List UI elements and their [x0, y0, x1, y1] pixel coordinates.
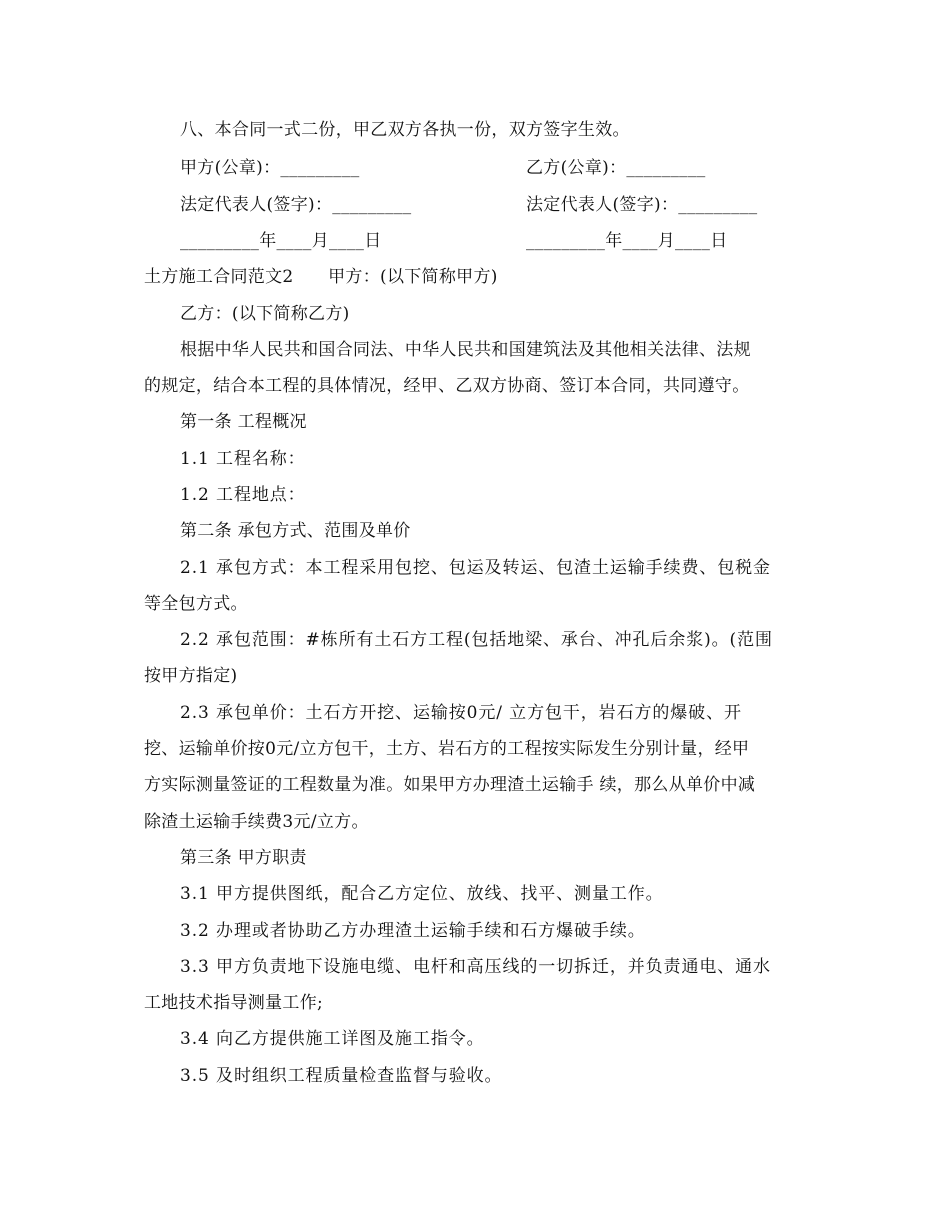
party-b-seal-field: 乙方(公章)：_________ — [526, 158, 706, 178]
article-heading: 第一条 工程概况 — [180, 412, 307, 432]
party-b-representative-field: 法定代表人(签字)：_________ — [526, 195, 758, 215]
article-heading: 第二条 承包方式、范围及单价 — [180, 521, 411, 541]
clause-continuation: 按甲方指定) — [144, 666, 238, 686]
clause-eight: 八、本合同一式二份，甲乙双方各执一份，双方签字生效。 — [180, 120, 630, 140]
contract-title-line: 土方施工合同范文2 甲方：(以下简称甲方) — [144, 267, 498, 287]
clause-item: 3.1 甲方提供图纸，配合乙方定位、放线、找平、测量工作。 — [180, 884, 664, 904]
party-a-representative-field: 法定代表人(签字)：_________ — [180, 195, 412, 215]
clause-item: 3.5 及时组织工程质量检查监督与验收。 — [180, 1066, 503, 1086]
party-a-date-field: _________年____月____日 — [180, 231, 382, 251]
clause-item: 2.3 承包单价：土石方开挖、运输按0元/ 立方包干，岩石方的爆破、开 — [180, 703, 742, 723]
preamble-line: 的规定，结合本工程的具体情况，经甲、乙双方协商、签订本合同，共同遵守。 — [144, 376, 750, 396]
party-a-seal-field: 甲方(公章)：_________ — [180, 158, 360, 178]
clause-item: 3.2 办理或者协助乙方办理渣土运输手续和石方爆破手续。 — [180, 921, 646, 941]
clause-item: 1.2 工程地点： — [180, 485, 306, 505]
clause-item: 2.2 承包范围：#栋所有土石方工程(包括地梁、承台、冲孔后余浆)。(范围 — [180, 630, 773, 650]
party-b-line: 乙方：(以下简称乙方) — [180, 304, 350, 324]
clause-continuation: 等全包方式。 — [144, 594, 248, 614]
clause-continuation: 除渣土运输手续费3元/立方。 — [144, 812, 369, 832]
clause-item: 2.1 承包方式：本工程采用包挖、包运及转运、包渣土运输手续费、包税金 — [180, 558, 771, 578]
preamble-line: 根据中华人民共和国合同法、中华人民共和国建筑法及其他相关法律、法规 — [180, 340, 751, 360]
clause-continuation: 挖、运输单价按0元/立方包干，土方、岩石方的工程按实际发生分别计量，经甲 — [144, 739, 750, 759]
clause-item: 3.3 甲方负责地下设施电缆、电杆和高压线的一切拆迁，并负责通电、通水 — [180, 957, 771, 977]
article-heading: 第三条 甲方职责 — [180, 848, 307, 868]
clause-continuation: 方实际测量签证的工程数量为准。如果甲方办理渣土运输手 续，那么从单价中减 — [144, 775, 756, 795]
clause-item: 1.1 工程名称： — [180, 449, 306, 469]
party-b-date-field: _________年____月____日 — [526, 231, 728, 251]
clause-continuation: 工地技术指导测量工作; — [144, 993, 324, 1013]
clause-item: 3.4 向乙方提供施工详图及施工指令。 — [180, 1029, 485, 1049]
